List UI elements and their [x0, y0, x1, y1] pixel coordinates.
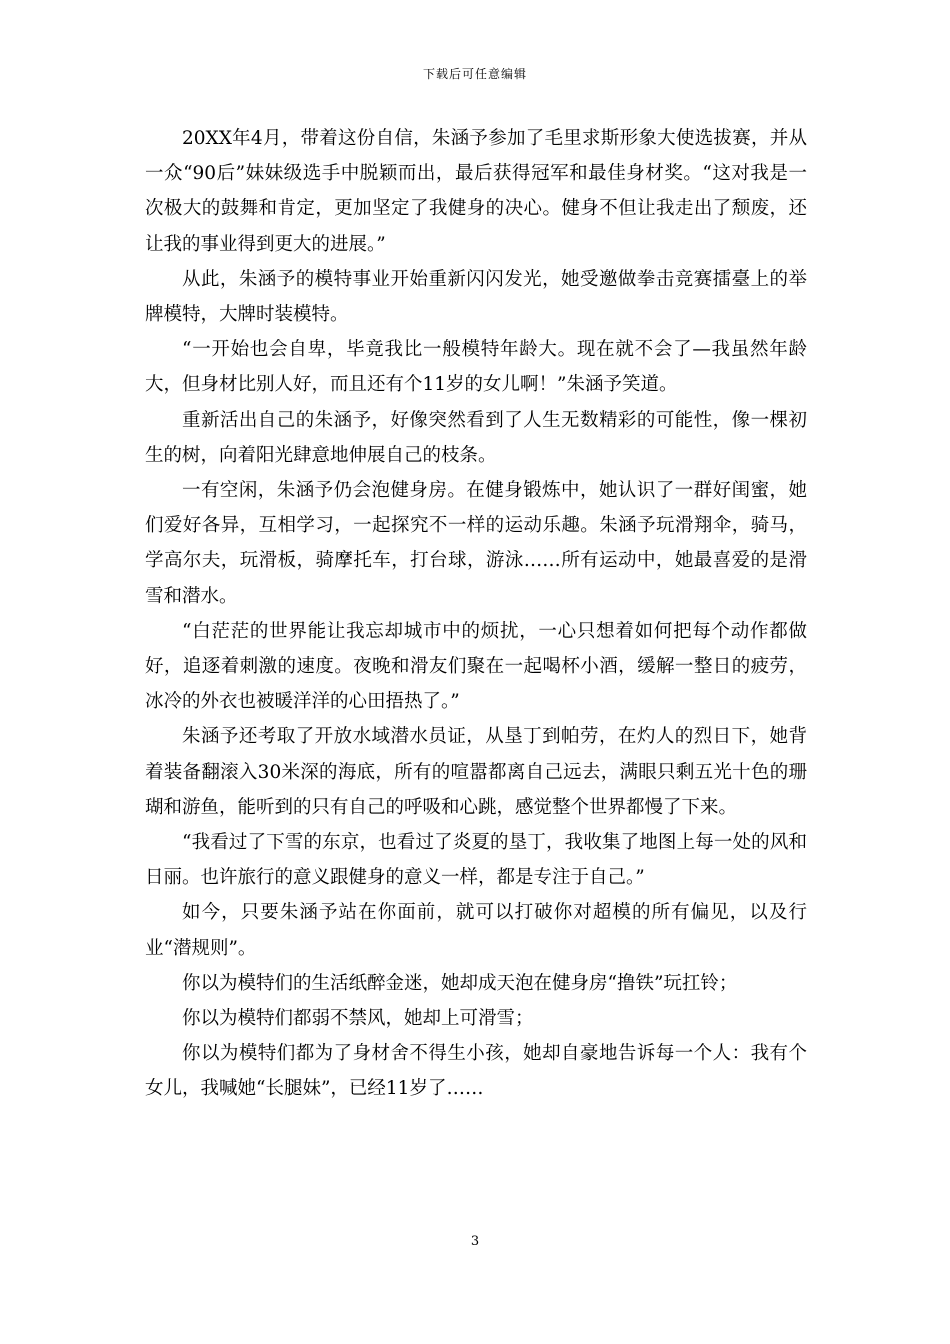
paragraph: 你以为模特们都为了身材舍不得生小孩，她却自豪地告诉每一个人：我有个女儿，我喊她“长腿妹”，已经11岁了……	[145, 1043, 807, 1100]
article-body	[145, 121, 807, 1107]
page-number: 3	[470, 1234, 480, 1249]
paragraph: “一开始也会自卑，毕竟我比一般模特年龄大。现在就不会了—我虽然年龄大，但身材比别人好，而且还有个11岁的女儿啊！”朱涵予笑道。	[145, 339, 807, 396]
paragraph: 重新活出自己的朱涵予，好像突然看到了人生无数精彩的可能性，像一棵初生的树，向着阳光肆意地伸展自己的枝条。	[145, 409, 807, 466]
paragraph: “我看过了下雪的东京，也看过了炎夏的垦丁，我收集了地图上每一处的风和日丽。也许旅行的意义跟健身的意义一样，都是专注于自己。”	[145, 832, 807, 889]
page-header: 下载后可任意编辑	[422, 67, 527, 81]
paragraph: “白茫茫的世界能让我忘却城市中的烦扰，一心只想着如何把每个动作都做好，追逐着刺激的速度。夜晚和滑友们聚在一起喝杯小酒，缓解一整日的疲劳，冰冷的外衣也被暖洋洋的心田捂热了。”	[145, 620, 807, 713]
paragraph: 朱涵予还考取了开放水域潜水员证，从垦丁到帕劳，在灼人的烈日下，她背着装备翻滚入30米深的海底，所有的喧嚣都离自己远去，满眼只剩五光十色的珊瑚和游鱼，能听到的只有自己的呼吸和心跳，感觉整个世界都慢了下来。	[145, 726, 807, 818]
paragraph: 从此，朱涵予的模特事业开始重新闪闪发光，她受邀做拳击竞赛擂臺上的举牌模特，大牌时装模特。	[145, 268, 807, 326]
paragraph: 如今，只要朱涵予站在你面前，就可以打破你对超模的所有偏见，以及行业“潜规则”。	[145, 902, 807, 959]
paragraph: 一有空闲，朱涵予仍会泡健身房。在健身锻炼中，她认识了一群好闺蜜，她们爱好各异，互相学习，一起探究不一样的运动乐趣。朱涵予玩滑翔伞，骑马，学高尔夫，玩滑板，骑摩托车，打台球，游泳……所有运动中，她最喜爱的是滑雪和潜水。	[145, 480, 807, 607]
paragraph: 20XX年4月，带着这份自信，朱涵予参加了毛里求斯形象大使选拔赛，并从一众“90后”妹妹级选手中脱颖而出，最后获得冠军和最佳身材奖。“这对我是一次极大的鼓舞和肯定，更加坚定了我健身的决心。健身不但让我走出了颓废，还让我的事业得到更大的进展。”	[145, 128, 807, 255]
paragraph: 你以为模特们都弱不禁风，她却上可滑雪；	[182, 1008, 534, 1030]
paragraph: 你以为模特们的生活纸醉金迷，她却成天泡在健身房“撸铁”玩扛铃；	[182, 972, 738, 994]
